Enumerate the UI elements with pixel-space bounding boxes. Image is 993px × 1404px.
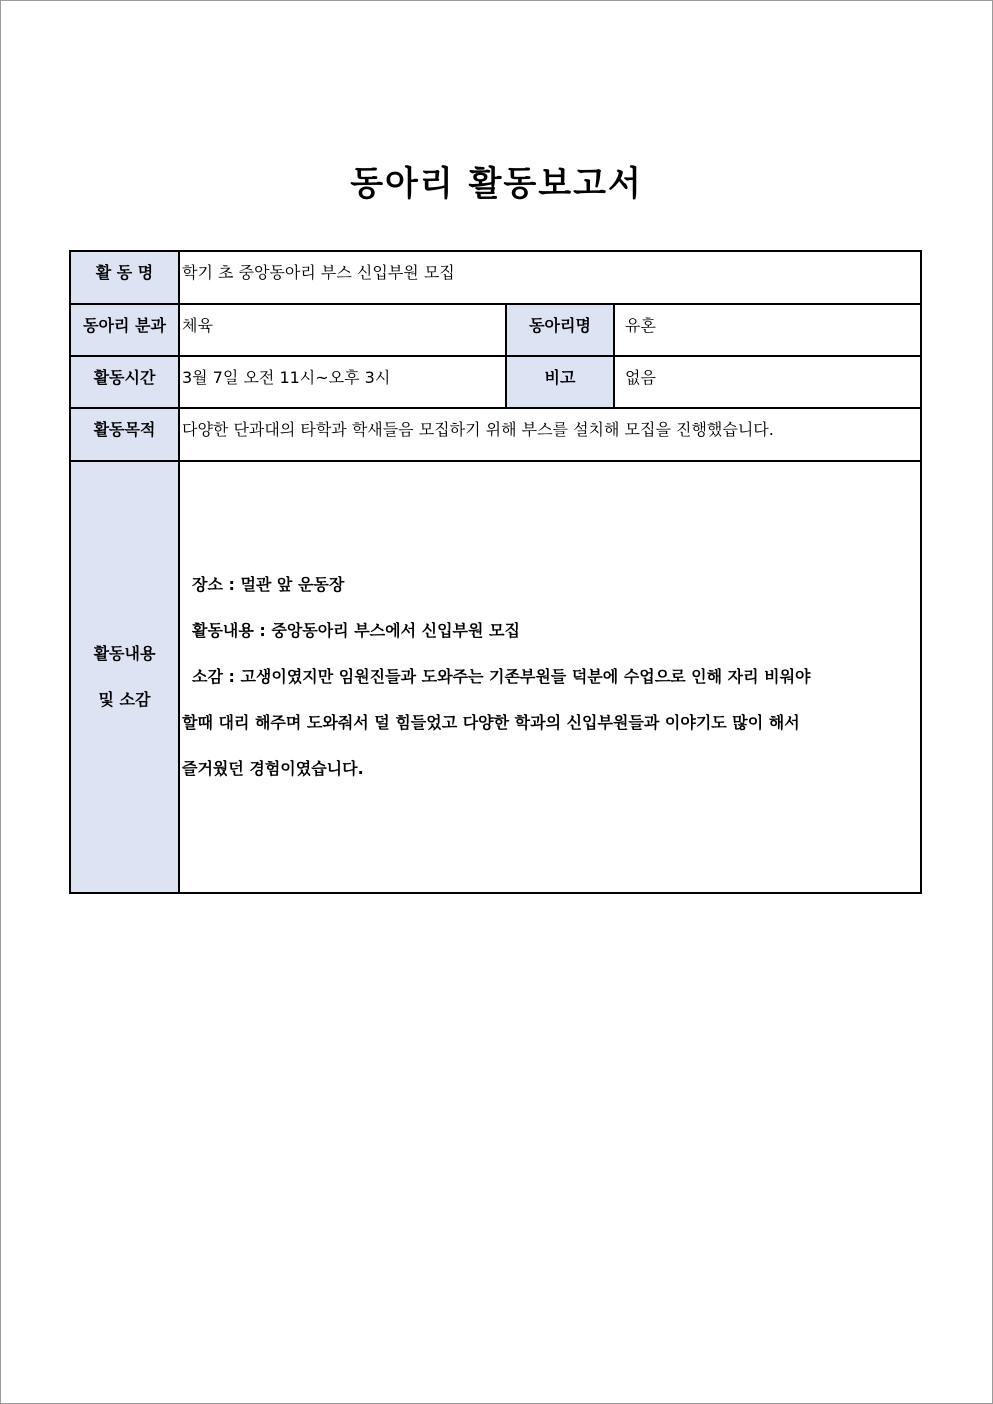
- content-label-line: 및 소감: [98, 690, 151, 709]
- content-line-place: 장소 : 멀관 앞 운동장: [192, 575, 345, 594]
- activity-name-value: 학기 초 중앙동아리 부스 신입부원 모집: [179, 251, 921, 304]
- note-label: 비고: [506, 356, 614, 408]
- row-purpose: [70, 408, 921, 461]
- row-content: [70, 461, 921, 893]
- time-label: 활동시간: [70, 356, 179, 408]
- activity-name-label: 활 동 명: [70, 251, 179, 304]
- note-value: 없음: [614, 356, 921, 408]
- content-body: [179, 461, 921, 893]
- row-time: [70, 356, 921, 408]
- content-label: [70, 461, 179, 893]
- report-table: [69, 250, 922, 894]
- content-line-impression-cont: 할때 대리 해주며 도와줘서 덜 힘들었고 다양한 학과의 신입부원들과 이야기도 많이 해서: [182, 713, 800, 732]
- club-name-label: 동아리명: [506, 304, 614, 356]
- category-value: 체육: [179, 304, 506, 356]
- club-name-value: 유혼: [614, 304, 921, 356]
- purpose-value: 다양한 단과대의 타학과 학새들음 모집하기 위해 부스를 설치해 모집을 진행했습니다.: [179, 408, 921, 461]
- row-category: [70, 304, 921, 356]
- page-title: 동아리 활동보고서: [350, 164, 643, 204]
- content-label-line: 활동내용: [93, 644, 156, 663]
- row-activity-name: [70, 251, 921, 304]
- purpose-label: 활동목적: [70, 408, 179, 461]
- time-value: 3월 7일 오전 11시~오후 3시: [179, 356, 506, 408]
- content-line-impression-end: 즐거웠던 경험이였습니다.: [182, 759, 364, 778]
- category-label: 동아리 분과: [70, 304, 179, 356]
- content-line-impression: 소감 : 고생이였지만 임원진들과 도와주는 기존부원들 덕분에 수업으로 인해 자리 비워야: [192, 667, 811, 686]
- content-line-activity: 활동내용 : 중앙동아리 부스에서 신입부원 모집: [192, 621, 520, 640]
